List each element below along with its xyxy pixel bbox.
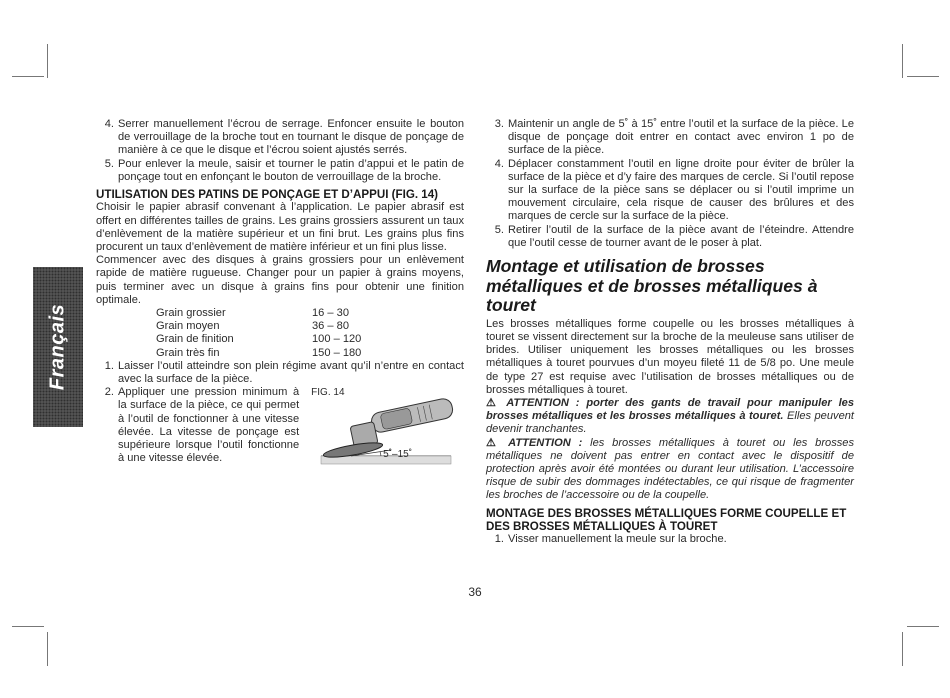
- page-number: 36: [468, 585, 482, 599]
- grain-name: Grain très fin: [156, 346, 220, 359]
- list-text: Visser manuellement la meule sur la broche.: [508, 533, 727, 546]
- warning-icon: ⚠: [486, 397, 500, 410]
- list-text: Laisser l’outil atteindre son plein régime avant qu’il n’entre en contact avec la surface de la pièce.: [118, 359, 464, 386]
- list-number: 1.: [494, 533, 504, 546]
- crop-mark: [12, 626, 44, 627]
- crop-mark: [47, 632, 48, 666]
- angle-label: 5˚–15˚: [383, 449, 413, 461]
- figure-14: [311, 386, 464, 470]
- list-item: [96, 158, 464, 184]
- grain-range: 16 – 30: [312, 307, 350, 320]
- list-number: 3.: [494, 118, 504, 130]
- warning-icon: ⚠: [486, 436, 501, 449]
- list-item: [486, 533, 854, 546]
- grain-range: 100 – 120: [312, 333, 362, 346]
- grain-name: Grain grossier: [156, 307, 226, 320]
- list-number: 2.: [104, 386, 114, 399]
- list-text: Maintenir un angle de 5˚ à 15˚ entre l’outil et la surface de la pièce. Le disque de ponçage doit entrer en contact avec environ 1 po de surface de la pièce.: [508, 118, 854, 157]
- grain-table: [96, 307, 464, 360]
- left-column: [96, 118, 464, 470]
- list-text: Pour enlever la meule, saisir et tourner le patin d’appui et le patin de ponçage tout en enfonçant le bouton de verrouillage de la broche.: [118, 157, 464, 183]
- grain-range: 150 – 180: [312, 346, 362, 359]
- list-item: [486, 118, 854, 158]
- warning-text: les brosses métalliques à touret ou les brosses métalliques ne doivent pas entrer en contact avec le dispositif de protection après avoir été montées ou durant leur utilisation. L’accessoire risque de subir des dommages indétectables, ce qui risque de fragmenter les broches de l’accessoire ou de la coupelle.: [486, 436, 855, 502]
- list-item: [96, 386, 299, 465]
- paragraph: Les brosses métalliques forme coupelle ou les brosses métalliques à touret se vissent directement sur la broche de la meuleuse sans utiliser de brides. Utiliser uniquement les brosses métalliques ou les brosses métalliques à touret pourvues d’un moyeu fileté 11 de 5/8 po. Une meule de type 27 est requise avec l’utilisation de brosses métalliques ou de brosses métalliques à touret.: [486, 317, 854, 396]
- grain-name: Grain moyen: [156, 320, 220, 333]
- language-tab-label: Français: [46, 303, 69, 391]
- warning-paragraph: [486, 437, 854, 503]
- grain-row: [96, 320, 464, 333]
- figure-label: FIG. 14: [311, 387, 345, 399]
- list-text: Retirer l’outil de la surface de la pièce avant de l’éteindre. Attendre que l’outil cesse de tourner avant de le poser à plat.: [508, 223, 854, 249]
- crop-mark: [907, 626, 939, 627]
- list-text: Déplacer constamment l’outil en ligne droite pour éviter de brûler la surface de la pièce et d’y faire des marques de cercle. Si l’outil repose sur la surface de la pièce sans se déplacer ou si l’outil imprime un mouvement circulaire, cela risque de causer des brûlures et des marques de cercle sur la surface de la pièce.: [508, 157, 854, 223]
- paragraph: Choisir le papier abrasif convenant à l’application. Le papier abrasif est offert en différentes tailles de grains. Les grains grossiers assurent un taux d’enlèvement de la matière supérieur et un fini brut. Les grains plus fins procurent un taux d’enlèvement de matière inférieur et un fini plus lisse.: [96, 201, 464, 254]
- crop-mark: [12, 76, 44, 77]
- figure-block: [96, 386, 464, 470]
- list-number: 4.: [104, 118, 114, 130]
- grain-row: [96, 307, 464, 320]
- crop-mark: [902, 632, 903, 666]
- grain-name: Grain de finition: [156, 333, 234, 346]
- paragraph: Commencer avec des disques à grains grossiers pour un enlèvement rapide de matière rugueuse. Changer pour un papier à grains moyens, puis terminer avec un disque à grains fins pour obtenir une finition optimale.: [96, 254, 464, 306]
- list-item: [96, 360, 464, 386]
- right-column: [486, 118, 854, 547]
- warning-paragraph: [486, 397, 854, 437]
- warning-bold-text: ATTENTION :: [508, 436, 583, 449]
- list-number: 1.: [104, 359, 114, 372]
- warning-text: Elles peuvent devenir tranchantes.: [486, 410, 854, 436]
- crop-mark: [47, 44, 48, 78]
- crop-mark: [907, 76, 939, 77]
- section-heading: UTILISATION DES PATINS DE PONÇAGE ET D’APPUI (FIG. 14): [96, 188, 439, 202]
- list-text: Serrer manuellement l’écrou de serrage. Enfoncer ensuite le bouton de verrouillage de la broche tout en tournant le disque de ponçage de manière à ce que le disque et l’écrou soient ajustés serrés.: [118, 118, 464, 157]
- language-side-tab: [33, 267, 83, 427]
- grain-row: [96, 347, 464, 360]
- list-item: [486, 224, 854, 250]
- list-number: 5.: [494, 223, 504, 236]
- list-number: 5.: [104, 157, 114, 170]
- section-title: Montage et utilisation de brosses métalliques et de brosses métalliques à touret: [486, 256, 818, 316]
- list-text: Appliquer une pression minimum à la surface de la pièce, ce qui permet à l’outil de fonctionner à une vitesse élevée. La vitesse de ponçage est supérieure lorsque l’outil fonctionne à une vitesse élevée.: [118, 386, 300, 465]
- list-item: [96, 118, 464, 158]
- grain-range: 36 – 80: [312, 320, 350, 333]
- warning-bold-text: ATTENTION : porter des gants de travail pour manipuler les brosses métalliques et les brosses métalliques à touret.: [486, 397, 854, 423]
- section-heading: MONTAGE DES BROSSES MÉTALLIQUES FORME COUPELLE ET DES BROSSES MÉTALLIQUES À TOURET: [486, 506, 847, 534]
- list-item: [486, 158, 854, 224]
- grain-row: [96, 333, 464, 346]
- crop-mark: [902, 44, 903, 78]
- list-number: 4.: [494, 157, 504, 170]
